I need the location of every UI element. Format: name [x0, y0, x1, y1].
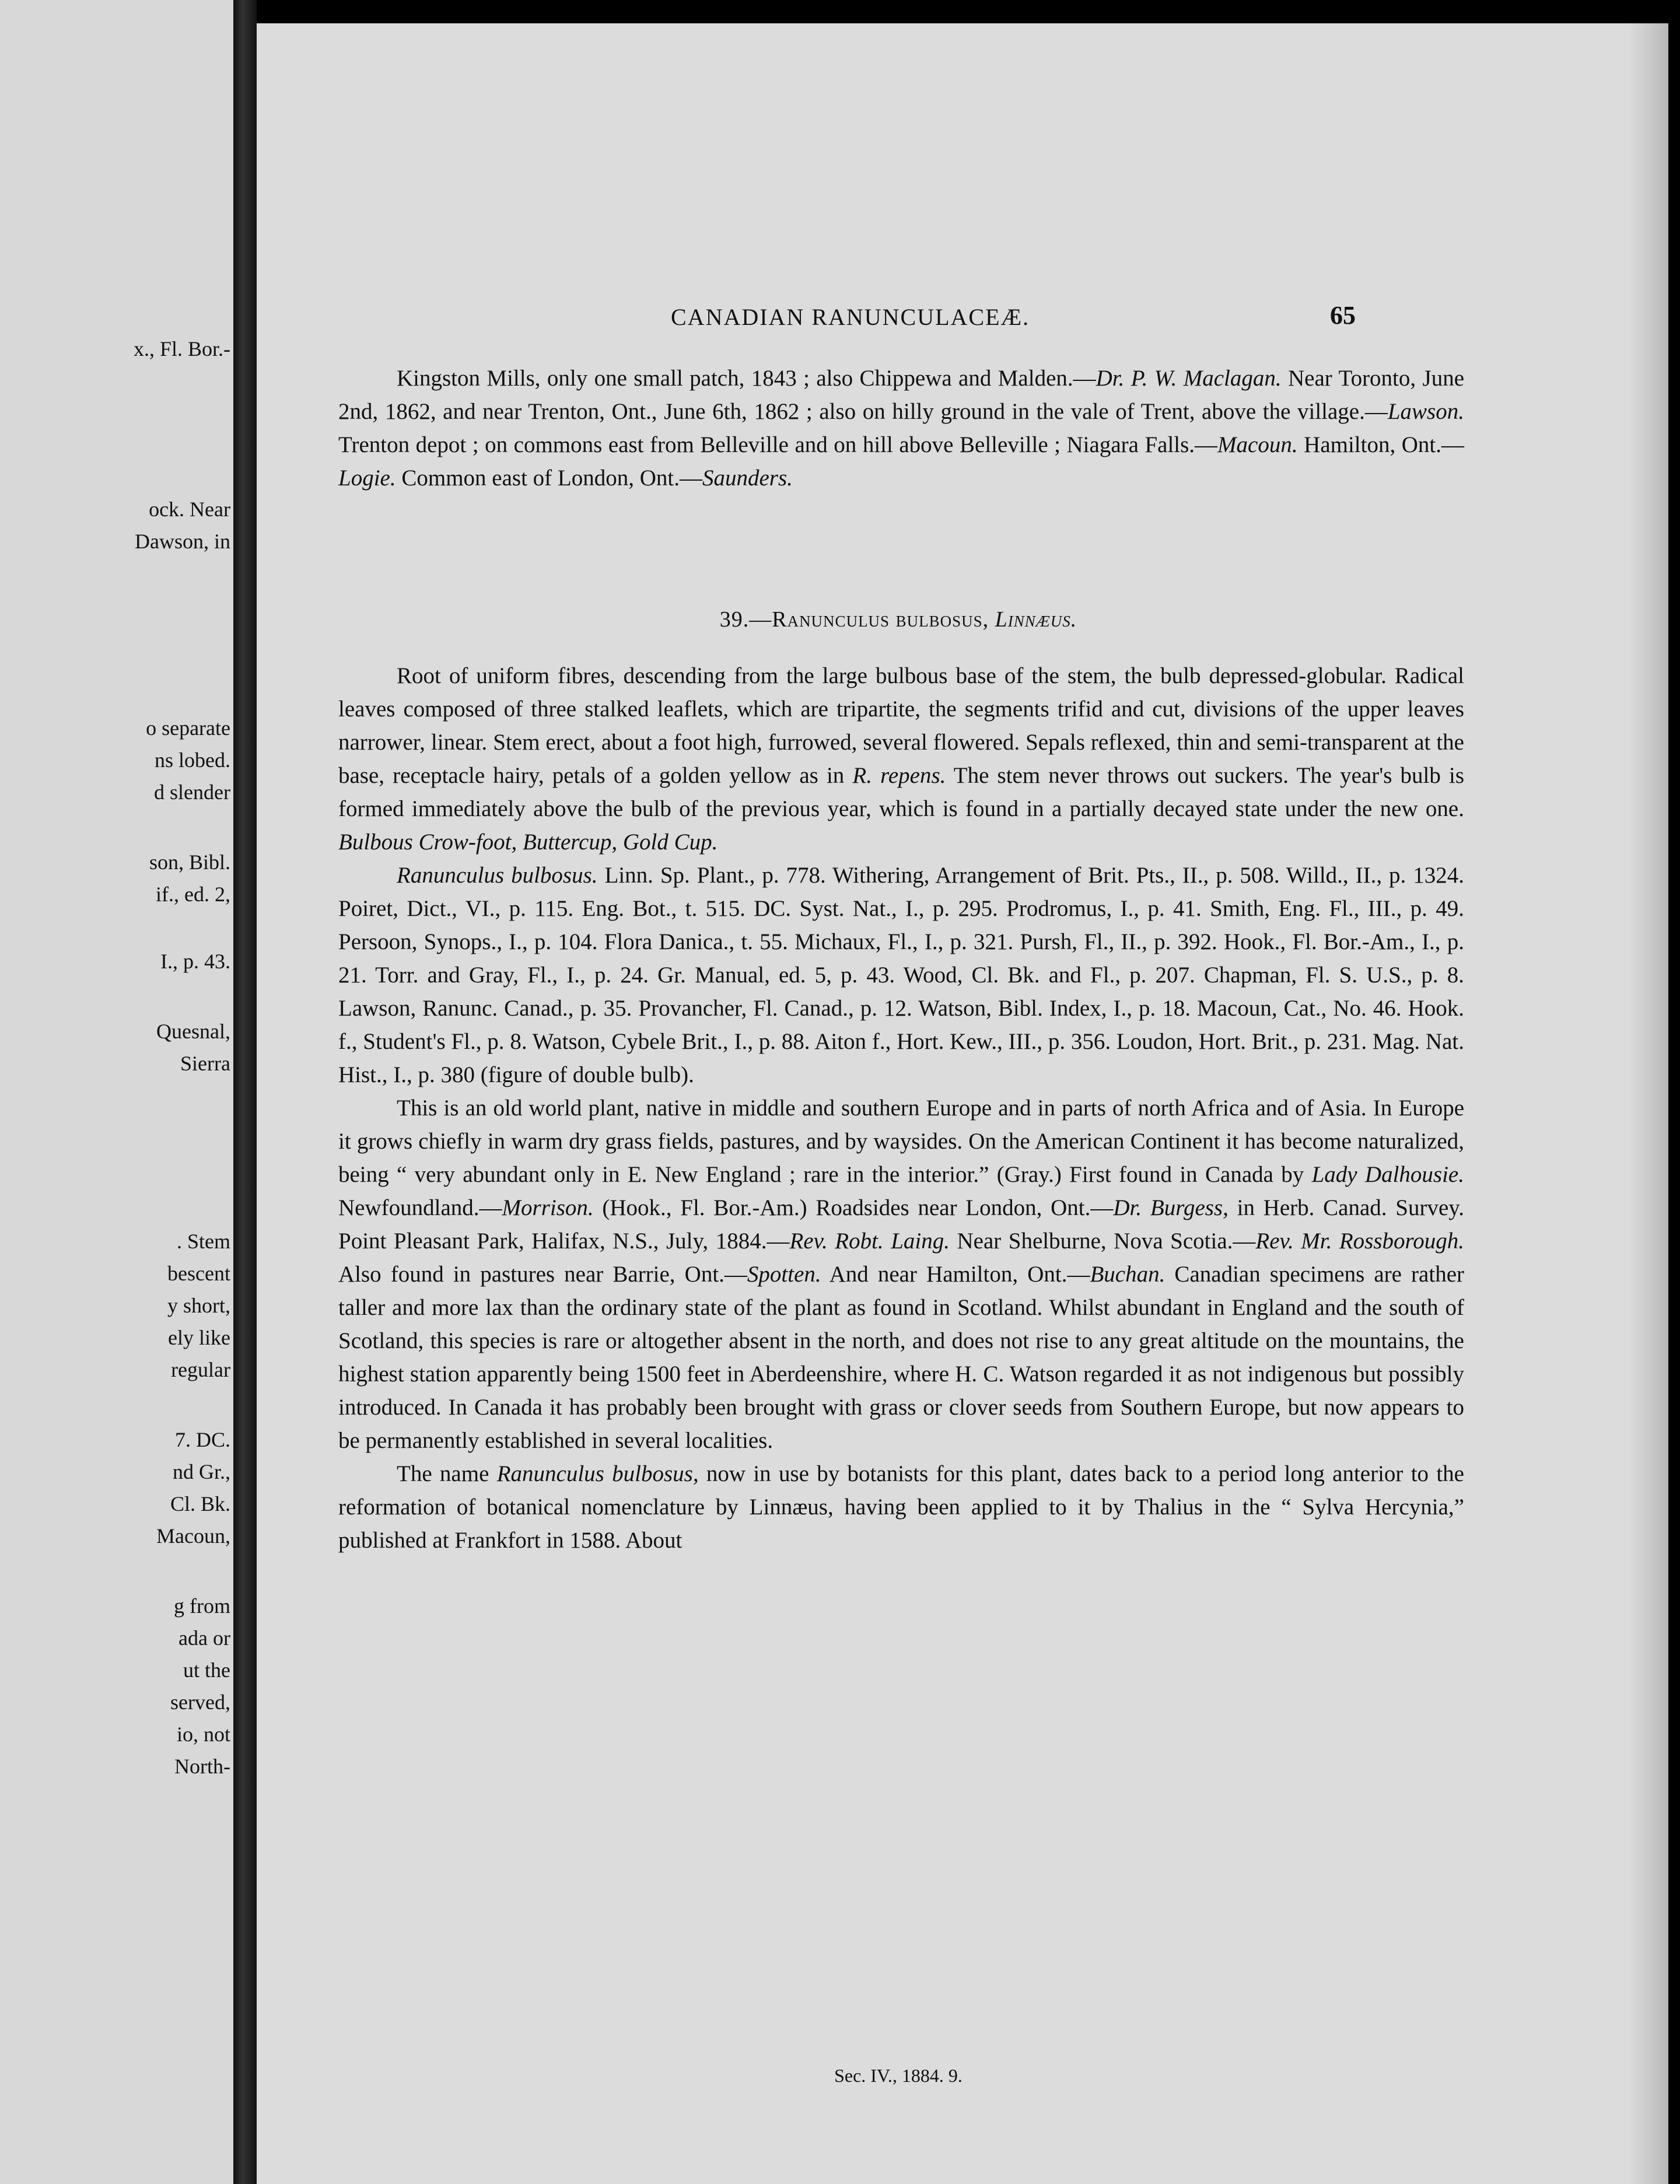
page-edge-shadow [1628, 23, 1668, 2184]
references-paragraph: Ranunculus bulbosus. Linn. Sp. Plant., p. 778. Withering, Arrangement of Brit. Pts., II., p. 508. Willd., II., p. 1324. Poiret, Dict., VI., p. 115. Eng. Bot., t. 515. DC. Syst. Nat., I., p. 295. Prodromus, I., p. 41. Smith, Eng. Fl., III., p. 49. Persoon, Synops., I., p. 104. Flora Danica., t. 55. Michaux, Fl., I., p. 321. Pursh, Fl., II., p. 392. Hook., Fl. Bor.-Am., I., p. 21. Torr. and Gray, Fl., I., p. 24. Gr. Manual, ed. 5, p. 43. Wood, Cl. Bk. and Fl., p. 207. Chapman, Fl. S. U.S., p. 8. Lawson, Ranunc. Canad., p. 35. Provancher, Fl. Canad., p. 12. Watson, Bibl. Index, I., p. 18. Macoun, Cat., No. 46. Hook. f., Student's Fl., p. 8. Watson, Cybele Brit., I., p. 88. Aiton f., Hort. Kew., III., p. 356. Loudon, Hort. Brit., p. 231. Mag. Nat. Hist., I., p. 380 (figure of double bulb). [338, 863, 1464, 1087]
species-heading [257, 607, 1540, 632]
facing-page-line: g from [174, 1594, 230, 1618]
facing-page-line: 7. DC. [174, 1428, 230, 1451]
signature-footer: Sec. IV., 1884. 9. [834, 2065, 963, 2086]
main-text-block [338, 659, 1464, 1557]
book-page [257, 23, 1668, 2184]
facing-page-line: I., p. 43. [160, 950, 230, 973]
facing-page-line: served, [170, 1690, 230, 1714]
page-number: 65 [1330, 301, 1356, 330]
facing-page-line: Quesnal, [156, 1020, 230, 1043]
name-history-paragraph: The name Ranunculus bulbosus, now in use by botanists for this plant, dates back to a period long anterior to the reformation of botanical nomenclature by Linnæus, having been applied to it by Thalius in the “ Sylva Hercynia,” published at Frankfort in 1588. About [338, 1461, 1464, 1553]
facing-page-line: d slender [154, 780, 230, 804]
facing-page-line: son, Bibl. [149, 850, 230, 874]
facing-page-line: regular [171, 1358, 230, 1381]
facing-page-line: ely like [168, 1326, 230, 1349]
facing-page-line: ut the [183, 1658, 230, 1682]
facing-page-line: o separate [146, 716, 230, 740]
species-author: Linnæus. [995, 607, 1077, 632]
intro-paragraph: Kingston Mills, only one small patch, 1843 ; also Chippewa and Malden.—Dr. P. W. Maclagan. Near Toronto, June 2nd, 1862, and near Trenton, Ont., June 6th, 1862 ; also on hilly ground in the vale of Trent, above the village.—Lawson. Trenton depot ; on commons east from Belleville and on hill above Belleville ; Niagara Falls.—Macoun. Hamilton, Ont.—Logie. Common east of London, Ont.—Saunders. [338, 366, 1465, 491]
facing-page-line: . Stem [176, 1230, 230, 1253]
running-head: CANADIAN RANUNCULACEÆ. [671, 304, 1030, 330]
facing-page-line: bescent [167, 1262, 230, 1285]
facing-page-line: io, not [176, 1723, 230, 1746]
facing-page-line: nd Gr., [173, 1460, 230, 1483]
facing-page-line: Macoun, [156, 1524, 230, 1548]
facing-page-line: Dawson, in [135, 530, 230, 553]
description-paragraph: Root of uniform fibres, descending from the large bulbous base of the stem, the bulb depressed-globular. Radical leaves composed of three stalked leaflets, which are tripartite, the segments trifid and cut, divisions of the upper leaves narrower, linear. Stem erect, about a foot high, furrowed, several flowered. Sepals reflexed, thin and semi-transparent at the base, receptacle hairy, petals of a golden yellow as in R. repens. The stem never throws out suckers. The year's bulb is formed immediately above the bulb of the previous year, which is found in a partially decayed state under the new one. Bulbous Crow-foot, Buttercup, Gold Cup. [338, 663, 1465, 855]
facing-page-line: Sierra [180, 1052, 230, 1075]
intro-block [338, 362, 1464, 495]
facing-page-fragment [0, 0, 233, 2184]
facing-page-line: ns lobed. [155, 748, 230, 772]
species-number: 39.— [719, 607, 772, 632]
facing-page-line: y short, [167, 1294, 230, 1317]
distribution-paragraph: This is an old world plant, native in middle and southern Europe and in parts of north Africa and of Asia. In Europe it grows chiefly in warm dry grass fields, pastures, and by waysides. On the American Continent it has become naturalized, being “ very abundant only in E. New England ; rare in the interior.” (Gray.) First found in Canada by Lady Dalhousie. Newfoundland.—Morrison. (Hook., Fl. Bor.-Am.) Roadsides near London, Ont.—Dr. Burgess, in Herb. Canad. Survey. Point Pleasant Park, Halifax, N.S., July, 1884.—Rev. Robt. Laing. Near Shelburne, Nova Scotia.—Rev. Mr. Rossborough. Also found in pastures near Barrie, Ont.—Spotten. And near Hamilton, Ont.—Buchan. Canadian specimens are rather taller and more lax than the ordinary state of the plant as found in Scotland. Whilst abundant in England and the south of Scotland, this species is rare or altogether absent in the north, and does not rise to any great altitude on the mountains, the highest station apparently being 1500 feet in Aberdeenshire, where H. C. Watson regarded it as not indigenous but possibly introduced. In Canada it has probably been brought with grass or clover seeds from Southern Europe, but now appears to be permanently established in several localities. [338, 1096, 1464, 1453]
species-name: Ranunculus bulbosus, [772, 607, 989, 632]
book-gutter [233, 0, 257, 2184]
facing-page-line: North- [174, 1755, 230, 1778]
facing-page-line: if., ed. 2, [156, 883, 230, 906]
facing-page-line: Cl. Bk. [170, 1492, 230, 1516]
facing-page-line: ock. Near [149, 498, 230, 521]
facing-page-line: ada or [178, 1626, 230, 1650]
facing-page-line: x., Fl. Bor.- [133, 337, 230, 360]
